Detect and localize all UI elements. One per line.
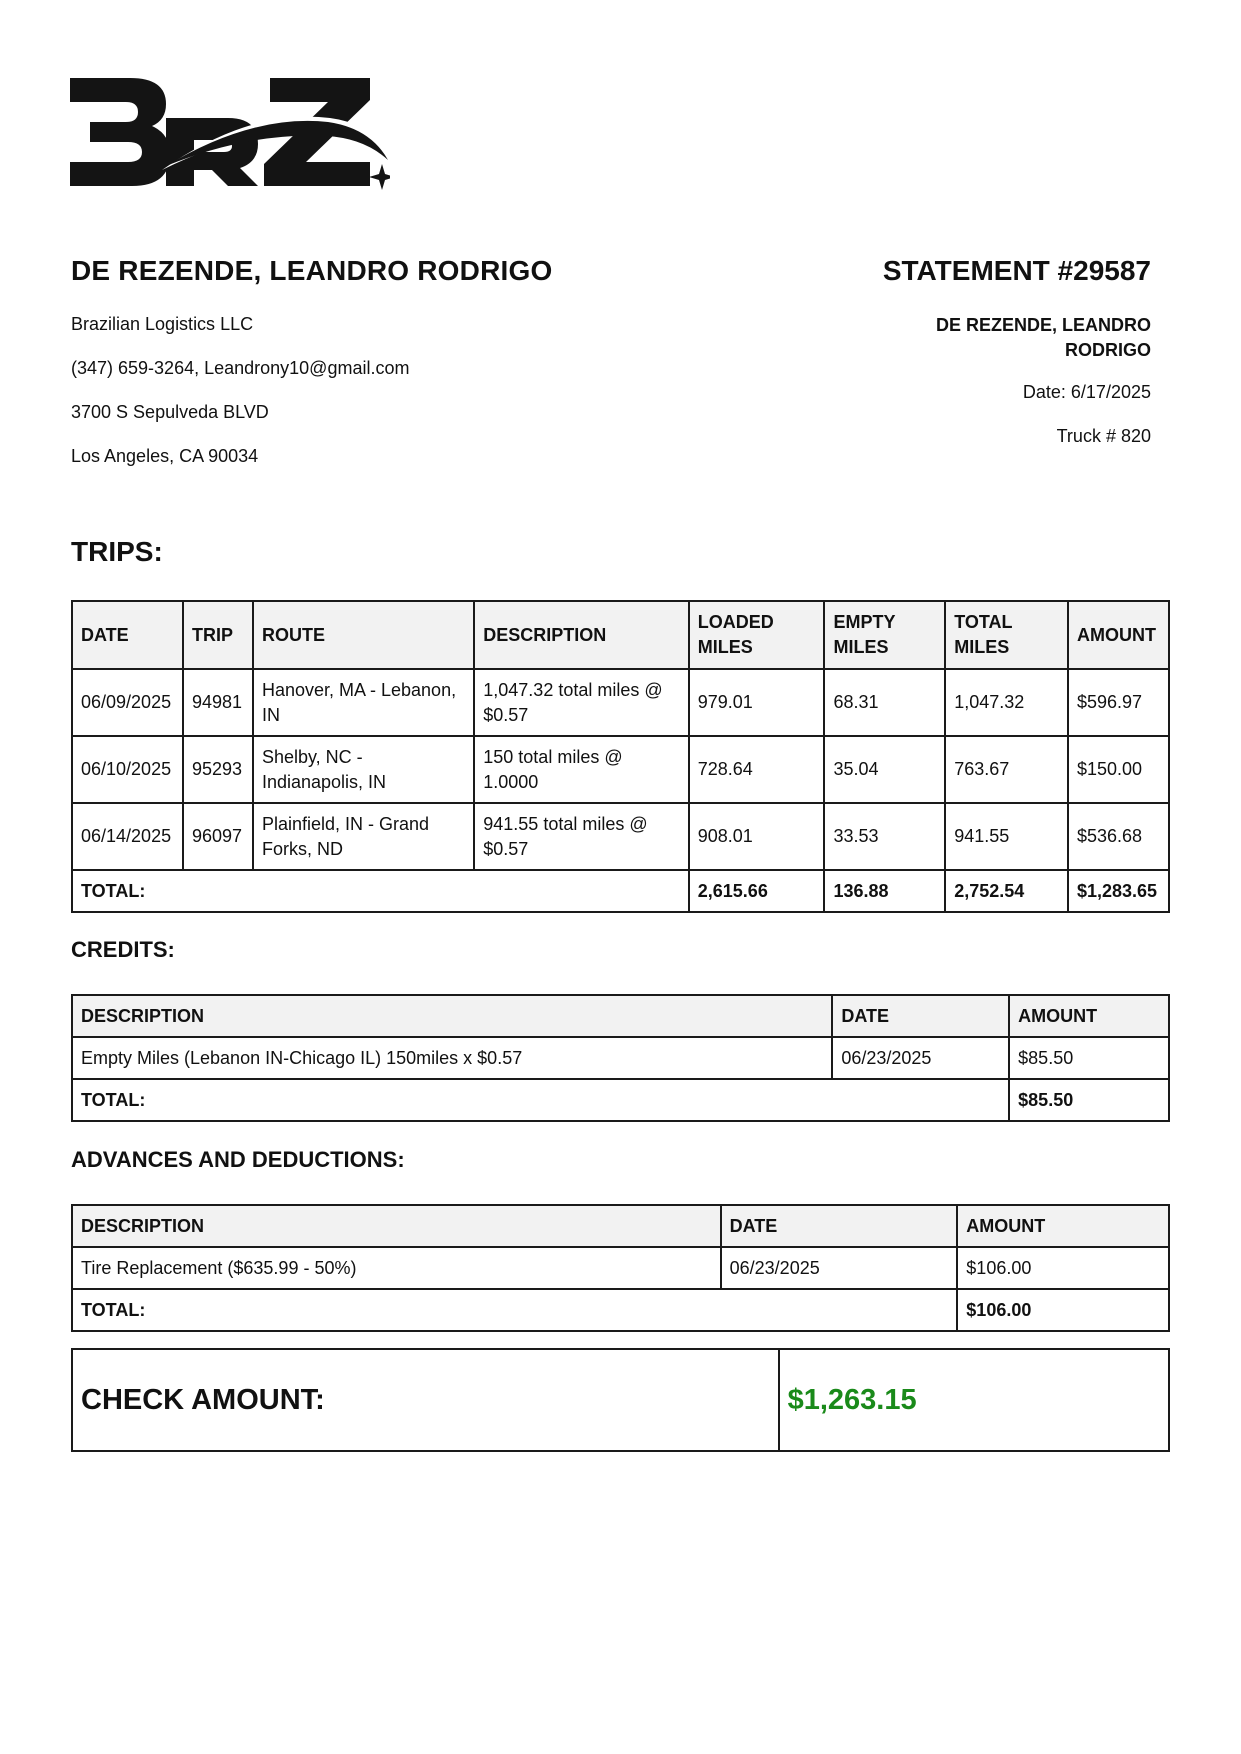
- deduction-description: Tire Replacement ($635.99 - 50%): [72, 1247, 721, 1289]
- address-line-1: 3700 S Sepulveda BLVD: [71, 402, 269, 422]
- check-amount-value: $1,263.15: [779, 1349, 1169, 1451]
- credits-header-row: [72, 995, 1169, 1037]
- table-row: [72, 1247, 1169, 1289]
- col-trip: TRIP: [183, 601, 253, 669]
- table-row: [72, 669, 1169, 736]
- trip-total-miles: 941.55: [945, 803, 1068, 870]
- credits-col-date: DATE: [832, 995, 1009, 1037]
- trip-description: 941.55 total miles @ $0.57: [474, 803, 689, 870]
- advances-total-row: [72, 1289, 1169, 1331]
- credits-title: CREDITS:: [71, 937, 175, 962]
- table-row: [72, 736, 1169, 803]
- credits-total-amount: $85.50: [1009, 1079, 1169, 1121]
- company-logo: [70, 78, 390, 194]
- advances-col-amount: AMOUNT: [957, 1205, 1169, 1247]
- advances-table: [71, 1204, 1170, 1332]
- table-row: [72, 803, 1169, 870]
- col-date: DATE: [72, 601, 183, 669]
- statement-date: Date: 6/17/2025: [1022, 382, 1151, 402]
- credits-total-row: [72, 1079, 1169, 1121]
- trip-description: 1,047.32 total miles @ $0.57: [474, 669, 689, 736]
- credits-col-amount: AMOUNT: [1009, 995, 1169, 1037]
- table-row: [72, 1037, 1169, 1079]
- trips-total-loaded: 2,615.66: [689, 870, 825, 912]
- trip-route: Plainfield, IN - Grand Forks, ND: [253, 803, 474, 870]
- col-loaded-miles: LOADED MILES: [689, 601, 825, 669]
- credits-table: [71, 994, 1170, 1122]
- trips-title: TRIPS:: [71, 536, 163, 567]
- trip-date: 06/14/2025: [72, 803, 183, 870]
- trip-amount: $150.00: [1068, 736, 1169, 803]
- advances-title: ADVANCES AND DEDUCTIONS:: [71, 1147, 405, 1172]
- advances-col-date: DATE: [721, 1205, 958, 1247]
- driver-name-heading: DE REZENDE, LEANDRO RODRIGO: [71, 255, 553, 286]
- trip-description: 150 total miles @ 1.0000: [474, 736, 689, 803]
- advances-col-description: DESCRIPTION: [72, 1205, 721, 1247]
- statement-driver-name: [871, 313, 1151, 363]
- trip-total-miles: 763.67: [945, 736, 1068, 803]
- trip-date: 06/09/2025: [72, 669, 183, 736]
- col-route: ROUTE: [253, 601, 474, 669]
- trip-empty-miles: 68.31: [824, 669, 945, 736]
- advances-total-label: TOTAL:: [72, 1289, 957, 1331]
- trip-number: 96097: [183, 803, 253, 870]
- trips-total-amount: $1,283.65: [1068, 870, 1169, 912]
- col-empty-miles: EMPTY MILES: [824, 601, 945, 669]
- company-name: Brazilian Logistics LLC: [71, 314, 254, 334]
- truck-number: Truck # 820: [1056, 426, 1151, 446]
- credits-col-description: DESCRIPTION: [72, 995, 832, 1037]
- trips-header-row: [72, 601, 1169, 669]
- trip-loaded-miles: 908.01: [689, 803, 825, 870]
- col-description: DESCRIPTION: [474, 601, 689, 669]
- advances-total-amount: $106.00: [957, 1289, 1169, 1331]
- col-total-miles: TOTAL MILES: [945, 601, 1068, 669]
- trip-route: Hanover, MA - Lebanon, IN: [253, 669, 474, 736]
- credit-description: Empty Miles (Lebanon IN-Chicago IL) 150miles x $0.57: [72, 1037, 832, 1079]
- credit-date: 06/23/2025: [832, 1037, 1009, 1079]
- credit-amount: $85.50: [1009, 1037, 1169, 1079]
- check-amount-label: CHECK AMOUNT:: [72, 1349, 779, 1451]
- statement-driver-name-line-1: DE REZENDE, LEANDRO: [935, 315, 1151, 335]
- trips-total-empty: 136.88: [824, 870, 945, 912]
- deduction-date: 06/23/2025: [721, 1247, 958, 1289]
- advances-header-row: [72, 1205, 1169, 1247]
- trip-loaded-miles: 728.64: [689, 736, 825, 803]
- trips-total-row: [72, 870, 1169, 912]
- trip-empty-miles: 35.04: [824, 736, 945, 803]
- trips-total-miles: 2,752.54: [945, 870, 1068, 912]
- statement-driver-name-line-2: RODRIGO: [1064, 340, 1151, 360]
- col-amount: AMOUNT: [1068, 601, 1169, 669]
- trip-loaded-miles: 979.01: [689, 669, 825, 736]
- trip-empty-miles: 33.53: [824, 803, 945, 870]
- trip-number: 94981: [183, 669, 253, 736]
- deduction-amount: $106.00: [957, 1247, 1169, 1289]
- trips-total-label: TOTAL:: [72, 870, 689, 912]
- address-line-2: Los Angeles, CA 90034: [71, 446, 259, 466]
- trip-date: 06/10/2025: [72, 736, 183, 803]
- statement-number-heading: STATEMENT #29587: [882, 255, 1151, 286]
- phone-email: (347) 659-3264, Leandrony10@gmail.com: [71, 358, 410, 378]
- check-amount-box: [71, 1348, 1170, 1452]
- trip-number: 95293: [183, 736, 253, 803]
- check-amount-row: [72, 1349, 1169, 1451]
- credits-total-label: TOTAL:: [72, 1079, 1009, 1121]
- trip-total-miles: 1,047.32: [945, 669, 1068, 736]
- trips-table: [71, 600, 1170, 913]
- trip-amount: $596.97: [1068, 669, 1169, 736]
- trip-route: Shelby, NC - Indianapolis, IN: [253, 736, 474, 803]
- trip-amount: $536.68: [1068, 803, 1169, 870]
